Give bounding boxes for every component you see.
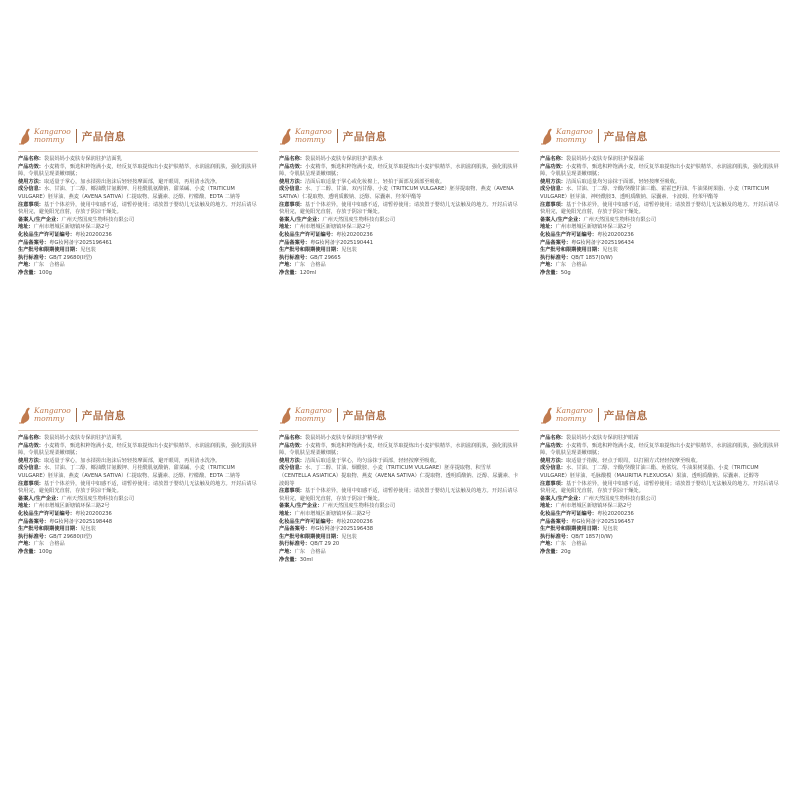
kangaroo-logo-icon xyxy=(540,406,554,424)
field-name xyxy=(18,435,258,443)
field-ingredients-label: 成分信息： xyxy=(18,465,44,472)
field-effect-value: 小麦精萃，甄选积粹饱满小麦，经反复萃取提炼出小麦护肤精萃，水润滋润肌肤，强化肌肤屏障，令肌肤呈现柔嫩细腻； xyxy=(18,163,257,178)
field-caution xyxy=(18,481,258,496)
card-header xyxy=(18,123,258,149)
field-effect-label: 产品功效： xyxy=(18,163,44,170)
field-address xyxy=(279,511,519,519)
field-net-label: 净含量： xyxy=(279,269,300,276)
brand-line-1: Kangaroo xyxy=(556,406,593,415)
field-ingredients xyxy=(540,186,780,201)
field-standard-value: QB/T 1857(0/W) xyxy=(571,254,613,261)
field-standard-label: 执行标准号： xyxy=(540,254,572,261)
field-usage-value: 取适量于掌心，加水揉搓出泡沫后轻轻按摩面部，避开眼周，再用清水洗净。 xyxy=(43,178,221,185)
field-address-value: 广州市增城区新塘镇环保三路2号 xyxy=(294,224,371,231)
field-caution xyxy=(279,202,519,217)
field-caution-value: 基于个体差异，使用中如感不适，请暂停使用；请放置于婴幼儿无法触及的地方。开封后请尽快用完，避免阳光直射，存放于阴凉干燥处。 xyxy=(279,201,518,216)
field-net xyxy=(279,557,519,565)
field-standard-value: GB/T 29665 xyxy=(310,254,341,261)
field-net-label: 净含量： xyxy=(540,548,561,555)
field-name-value: 袋鼠妈妈小麦肤专保润驻护柔肤水 xyxy=(304,156,383,162)
field-batch-label: 生产批号和限期使用日期： xyxy=(279,247,342,254)
field-name-label: 产品名称： xyxy=(279,156,305,162)
field-usage-label: 使用方法： xyxy=(540,178,566,185)
field-filing-value: 粤G妆网备字2025198448 xyxy=(49,518,113,525)
field-address-label: 地址： xyxy=(279,510,295,517)
field-origin-value: 广东 合格品 xyxy=(555,541,587,548)
field-batch-value: 见包装 xyxy=(80,526,96,533)
field-filing-value: 粤G妆网备字2025196434 xyxy=(571,239,635,246)
brand-line-2: mommy xyxy=(295,414,326,423)
field-net-value: 120ml xyxy=(299,269,317,276)
field-ingredients-value: 水、丁二醇、甘油、烟酰胺、小麦（TRITICUM VULGARE）胚芽提取物、积雪草（CENTELLA ASIATICA）提取物、燕麦（AVENA SATIVA）仁提取物、透明质酸钠、泛醇、尿囊素、卡波姆等 xyxy=(279,465,519,487)
card-header xyxy=(18,402,258,428)
field-batch-label: 生产批号和限期使用日期： xyxy=(18,526,81,533)
field-origin-value: 广东 合格品 xyxy=(294,262,326,269)
field-net-value: 30ml xyxy=(299,556,313,563)
field-net xyxy=(18,549,258,557)
field-filing-value: 粤G妆网备字2025196438 xyxy=(310,526,374,533)
field-origin-value: 广东 合格品 xyxy=(33,541,65,548)
field-effect-value: 小麦精萃，甄选积粹饱满小麦，经反复萃取提炼出小麦护肤精萃，水润滋润肌肤，强化肌肤屏障，令肌肤呈现柔嫩细腻； xyxy=(540,163,779,178)
field-name-label: 产品名称： xyxy=(279,435,305,441)
product-info-card xyxy=(540,123,780,428)
field-filing xyxy=(279,526,519,534)
field-license xyxy=(279,232,519,240)
field-net-value: 100g xyxy=(38,269,52,276)
field-caution-label: 注意事项： xyxy=(540,480,566,487)
field-name xyxy=(279,435,519,443)
card-header xyxy=(279,402,519,428)
field-license-value: 粤妆20200236 xyxy=(597,231,634,238)
field-filer xyxy=(279,503,519,511)
field-caution xyxy=(279,488,519,503)
header-rule xyxy=(18,430,258,431)
field-filing xyxy=(279,240,519,248)
field-name-value: 袋鼠妈妈小麦肤专保润驻护眼霜 xyxy=(565,435,639,441)
card-body xyxy=(18,156,258,278)
brand-logo-text xyxy=(295,128,332,144)
field-caution-value: 基于个体差异，使用中如感不适，请暂停使用；请放置于婴幼儿无法触及的地方。开封后请尽快用完，避免阳光直射，存放于阴凉干燥处。 xyxy=(540,201,779,216)
header-divider xyxy=(337,129,338,143)
field-origin-label: 产地： xyxy=(279,262,295,269)
field-filer-value: 广州天然国度生物科技有限公司 xyxy=(61,216,135,223)
field-standard xyxy=(279,541,519,549)
brand-logo-text xyxy=(34,407,71,423)
field-caution xyxy=(540,202,780,217)
field-origin-value: 广东 合格品 xyxy=(33,262,65,269)
field-usage-value: 取适量于掌心，加水揉搓出泡沫后轻轻按摩面部，避开眼周，再用清水洗净。 xyxy=(43,457,221,464)
field-batch-label: 生产批号和限期使用日期： xyxy=(540,247,603,254)
field-address-value: 广州市增城区新塘镇环保三路2号 xyxy=(294,510,371,517)
field-license xyxy=(279,519,519,527)
card-body xyxy=(18,435,258,557)
field-origin-label: 产地： xyxy=(18,262,34,269)
field-license-label: 化妆品生产许可证编号： xyxy=(18,510,76,517)
field-effect-label: 产品功效： xyxy=(18,442,44,449)
brand-line-1: Kangaroo xyxy=(295,406,332,415)
card-header xyxy=(279,123,519,149)
kangaroo-logo-icon xyxy=(18,127,32,145)
field-caution-label: 注意事项： xyxy=(18,480,44,487)
header-divider xyxy=(598,129,599,143)
field-usage-value: 取适量于指腹，轻点于眼周，以打圈方式轻轻按摩至吸收。 xyxy=(565,457,701,464)
field-address xyxy=(540,224,780,232)
brand-line-2: mommy xyxy=(556,135,587,144)
field-license-label: 化妆品生产许可证编号： xyxy=(18,231,76,238)
header-rule xyxy=(540,151,780,152)
field-filing xyxy=(540,240,780,248)
card-title: 产品信息 xyxy=(603,130,648,143)
field-ingredients-label: 成分信息： xyxy=(540,465,566,472)
brand-logo-text xyxy=(295,407,332,423)
field-name xyxy=(18,156,258,164)
field-origin-label: 产地： xyxy=(279,548,295,555)
field-standard-value: QB/T 1857(0/W) xyxy=(571,533,613,540)
field-license xyxy=(18,232,258,240)
field-license-label: 化妆品生产许可证编号： xyxy=(540,231,598,238)
field-effect xyxy=(18,443,258,458)
field-filer-value: 广州天然国度生物科技有限公司 xyxy=(322,503,396,510)
field-license xyxy=(540,232,780,240)
brand-line-1: Kangaroo xyxy=(295,127,332,136)
header-divider xyxy=(598,408,599,422)
field-address xyxy=(18,224,258,232)
field-license-label: 化妆品生产许可证编号： xyxy=(540,510,598,517)
field-address-label: 地址： xyxy=(18,503,34,510)
field-name-value: 袋鼠妈妈小麦肤专保润驻护洁面乳 xyxy=(43,435,122,441)
field-effect-label: 产品功效： xyxy=(279,442,305,449)
field-effect-value: 小麦精萃，甄选积粹饱满小麦，经反复萃取提炼出小麦护肤精萃，水润滋润肌肤，强化肌肤屏障，令肌肤呈现柔嫩细腻； xyxy=(279,163,518,178)
field-filing-label: 产品备案号： xyxy=(18,518,50,525)
field-license-label: 化妆品生产许可证编号： xyxy=(279,231,337,238)
brand-line-2: mommy xyxy=(556,414,587,423)
field-filer-label: 备案人/生产企业： xyxy=(540,216,584,223)
field-address-value: 广州市增城区新塘镇环保三路2号 xyxy=(33,224,110,231)
header-divider xyxy=(76,129,77,143)
field-standard-label: 执行标准号： xyxy=(279,254,311,261)
field-batch xyxy=(279,247,519,255)
field-name xyxy=(540,435,780,443)
field-usage-label: 使用方法： xyxy=(279,178,305,185)
field-license-value: 粤妆20200236 xyxy=(75,510,112,517)
field-name-label: 产品名称： xyxy=(18,435,44,441)
field-address-label: 地址： xyxy=(540,224,556,231)
field-net-label: 净含量： xyxy=(18,548,39,555)
field-origin xyxy=(18,262,258,270)
field-filer-label: 备案人/生产企业： xyxy=(18,216,62,223)
field-address-label: 地址： xyxy=(540,503,556,510)
field-filing xyxy=(540,519,780,527)
field-name xyxy=(540,156,780,164)
header-rule xyxy=(279,430,519,431)
field-filing-label: 产品备案号： xyxy=(540,239,572,246)
field-caution-value: 基于个体差异，使用中如感不适，请暂停使用；请放置于婴幼儿无法触及的地方。开封后请尽快用完，避免阳光直射，存放于阴凉干燥处。 xyxy=(18,201,257,216)
field-caution-label: 注意事项： xyxy=(279,488,305,495)
field-license xyxy=(540,511,780,519)
field-standard-value: GB/T 29680(II型) xyxy=(49,533,93,540)
product-info-card xyxy=(18,123,258,428)
field-net xyxy=(540,270,780,278)
field-effect-value: 小麦精萃，甄选积粹饱满小麦，经反复萃取提炼出小麦护肤精萃，水润滋润肌肤，强化肌肤屏障，令肌肤呈现柔嫩细腻； xyxy=(18,442,257,457)
card-header xyxy=(540,402,780,428)
field-filing-value: 粤G妆网备字2025196457 xyxy=(571,518,635,525)
card-title: 产品信息 xyxy=(81,130,126,143)
brand-line-2: mommy xyxy=(295,135,326,144)
field-origin-value: 广东 合格品 xyxy=(294,548,326,555)
product-info-card xyxy=(18,402,258,707)
product-info-card xyxy=(279,123,519,428)
field-batch xyxy=(540,526,780,534)
field-ingredients xyxy=(18,465,258,480)
field-origin xyxy=(279,549,519,557)
field-net xyxy=(540,549,780,557)
field-filer-value: 广州天然国度生物科技有限公司 xyxy=(583,495,657,502)
field-caution-value: 基于个体差异，使用中如感不适，请暂停使用；请放置于婴幼儿无法触及的地方。开封后请尽快用完，避免阳光直射，存放于阴凉干燥处。 xyxy=(279,488,518,502)
field-standard-label: 执行标准号： xyxy=(18,533,50,540)
field-effect-label: 产品功效： xyxy=(540,442,566,449)
brand-line-2: mommy xyxy=(34,414,65,423)
field-batch xyxy=(18,247,258,255)
field-effect-value: 小麦精萃，甄选积粹饱满小麦，经反复萃取提炼出小麦护肤精萃，水润滋润肌肤，强化肌肤屏障，令肌肤呈现柔嫩细腻； xyxy=(540,442,779,457)
brand-line-1: Kangaroo xyxy=(34,127,71,136)
field-ingredients-label: 成分信息： xyxy=(279,186,305,193)
field-effect xyxy=(540,164,780,179)
field-filer-label: 备案人/生产企业： xyxy=(540,495,584,502)
field-standard-label: 执行标准号： xyxy=(18,254,50,261)
field-filing xyxy=(18,519,258,527)
brand-line-1: Kangaroo xyxy=(34,406,71,415)
field-ingredients-value: 水、丁二醇、甘油、双丙甘醇、小麦（TRITICUM VULGARE）胚芽提取物、燕麦（AVENA SATIVA）仁提取物、透明质酸钠、泛醇、尿囊素、羟苯甲酯等 xyxy=(279,186,514,200)
field-origin-label: 产地： xyxy=(540,262,556,269)
field-address-value: 广州市增城区新塘镇环保三路2号 xyxy=(555,503,632,510)
field-ingredients-label: 成分信息： xyxy=(540,186,566,193)
card-body xyxy=(279,156,519,278)
field-standard-value: QB/T 29 20 xyxy=(310,541,340,548)
card-title: 产品信息 xyxy=(81,409,126,422)
field-usage-value: 洁面后取适量于掌心，均匀涂抹于面部，轻轻按摩至吸收。 xyxy=(304,457,440,464)
field-address xyxy=(279,224,519,232)
card-title: 产品信息 xyxy=(603,409,648,422)
brand-logo-text xyxy=(34,128,71,144)
field-filing-label: 产品备案号： xyxy=(279,239,311,246)
field-name xyxy=(279,156,519,164)
card-body xyxy=(279,435,519,564)
card-title: 产品信息 xyxy=(342,130,387,143)
field-batch-label: 生产批号和限期使用日期： xyxy=(540,526,603,533)
field-net-label: 净含量： xyxy=(540,269,561,276)
field-standard-label: 执行标准号： xyxy=(540,533,572,540)
field-origin xyxy=(540,541,780,549)
field-ingredients xyxy=(279,465,519,488)
field-batch xyxy=(540,247,780,255)
field-name-value: 袋鼠妈妈小麦肤专保润驻护洁面乳 xyxy=(43,156,122,162)
field-batch-value: 见包装 xyxy=(80,247,96,254)
field-ingredients-value: 水、甘油、丁二醇、辛酸/癸酸甘油三酯、霍霍巴籽油、牛油果树果脂、小麦（TRITICUM VULGARE）胚芽油、神经酰胺3、透明质酸钠、尿囊素、卡波姆、羟苯甲酯等 xyxy=(540,186,769,200)
field-batch-value: 见包装 xyxy=(341,247,357,254)
field-ingredients xyxy=(18,186,258,201)
field-address-label: 地址： xyxy=(279,224,295,231)
field-filing-value: 粤G妆网备字2025196461 xyxy=(49,239,113,246)
brand-logo-text xyxy=(556,128,593,144)
field-ingredients-label: 成分信息： xyxy=(18,186,44,193)
field-batch-value: 见包装 xyxy=(341,533,357,540)
card-body xyxy=(540,435,780,557)
field-batch-label: 生产批号和限期使用日期： xyxy=(18,247,81,254)
field-filing-label: 产品备案号： xyxy=(279,526,311,533)
field-net-value: 50g xyxy=(560,269,571,276)
field-origin-label: 产地： xyxy=(540,541,556,548)
field-filer-label: 备案人/生产企业： xyxy=(279,216,323,223)
field-name-value: 袋鼠妈妈小麦肤专保润驻护精华液 xyxy=(304,435,383,441)
kangaroo-logo-icon xyxy=(18,406,32,424)
field-effect xyxy=(540,443,780,458)
field-effect-value: 小麦精萃，甄选积粹饱满小麦，经反复萃取提炼出小麦护肤精萃，水润滋润肌肤，强化肌肤屏障，令肌肤呈现柔嫩细腻； xyxy=(279,442,518,457)
field-address-value: 广州市增城区新塘镇环保三路2号 xyxy=(33,503,110,510)
field-net-value: 20g xyxy=(560,548,571,555)
field-filing-value: 粤G妆网备字2025190441 xyxy=(310,239,374,246)
field-filing xyxy=(18,240,258,248)
brand-logo-text xyxy=(556,407,593,423)
field-usage-label: 使用方法： xyxy=(18,457,44,464)
field-ingredients xyxy=(540,465,780,480)
field-ingredients-value: 水、甘油、丁二醇、辛酸/癸酸甘油三酯、角鲨烷、牛油果树果脂、小麦（TRITICUM VULGARE）胚芽油、毛脉酸模（MAURITIA FLEXUOSA）果油、透明质酸钠、尿囊素、泛醇等 xyxy=(540,465,760,479)
field-name-label: 产品名称： xyxy=(18,156,44,162)
field-filing-label: 产品备案号： xyxy=(540,518,572,525)
field-batch-value: 见包装 xyxy=(602,526,618,533)
field-batch xyxy=(18,526,258,534)
field-caution xyxy=(540,481,780,496)
header-divider xyxy=(76,408,77,422)
kangaroo-logo-icon xyxy=(279,127,293,145)
field-caution-value: 基于个体差异，使用中如感不适，请暂停使用；请放置于婴幼儿无法触及的地方。开封后请尽快用完，避免阳光直射，存放于阴凉干燥处。 xyxy=(18,480,257,495)
field-batch-label: 生产批号和限期使用日期： xyxy=(279,533,342,540)
field-filer-value: 广州天然国度生物科技有限公司 xyxy=(61,495,135,502)
field-ingredients-value: 水、甘油、丁二醇、椰油酰甘氨酸钾、月桂酰肌氨酸钠、甜菜碱、小麦（TRITICUM VULGARE）胚芽油、燕麦（AVENA SATIVA）仁提取物、尿囊素、泛醇、柠檬酸、EDTA 二钠等 xyxy=(18,186,241,200)
brand-line-1: Kangaroo xyxy=(556,127,593,136)
field-standard-value: GB/T 29680(II型) xyxy=(49,254,93,261)
field-license-value: 粤妆20200236 xyxy=(336,231,373,238)
card-header xyxy=(540,123,780,149)
field-name-value: 袋鼠妈妈小麦肤专保润驻护保湿霜 xyxy=(565,156,644,162)
product-info-card xyxy=(540,402,780,707)
field-net xyxy=(279,270,519,278)
field-name-label: 产品名称： xyxy=(540,435,566,441)
product-info-card xyxy=(279,402,519,707)
field-license xyxy=(18,511,258,519)
field-name-label: 产品名称： xyxy=(540,156,566,162)
brand-line-2: mommy xyxy=(34,135,65,144)
field-ingredients-value: 水、甘油、丁二醇、椰油酰甘氨酸钾、月桂酰肌氨酸钠、甜菜碱、小麦（TRITICUM VULGARE）胚芽油、燕麦（AVENA SATIVA）仁提取物、尿囊素、泛醇、柠檬酸、EDTA 二钠等 xyxy=(18,465,241,479)
field-caution-label: 注意事项： xyxy=(540,201,566,208)
field-net-label: 净含量： xyxy=(279,556,300,563)
header-rule xyxy=(18,151,258,152)
field-origin xyxy=(18,541,258,549)
field-usage-label: 使用方法： xyxy=(18,178,44,185)
field-address xyxy=(18,503,258,511)
field-license-value: 粤妆20200236 xyxy=(75,231,112,238)
field-filer-value: 广州天然国度生物科技有限公司 xyxy=(322,216,396,223)
field-filer-label: 备案人/生产企业： xyxy=(18,495,62,502)
field-address-label: 地址： xyxy=(18,224,34,231)
field-filer-label: 备案人/生产企业： xyxy=(279,503,323,510)
field-caution-label: 注意事项： xyxy=(279,201,305,208)
kangaroo-logo-icon xyxy=(279,406,293,424)
field-net-value: 100g xyxy=(38,548,52,555)
field-origin xyxy=(540,262,780,270)
field-net xyxy=(18,270,258,278)
field-effect-label: 产品功效： xyxy=(540,163,566,170)
field-effect xyxy=(279,443,519,458)
field-batch-value: 见包装 xyxy=(602,247,618,254)
field-usage-label: 使用方法： xyxy=(279,457,305,464)
field-filing-label: 产品备案号： xyxy=(18,239,50,246)
kangaroo-logo-icon xyxy=(540,127,554,145)
header-rule xyxy=(540,430,780,431)
field-origin-label: 产地： xyxy=(18,541,34,548)
field-license-value: 粤妆20200236 xyxy=(336,518,373,525)
field-usage-label: 使用方法： xyxy=(540,457,566,464)
field-address xyxy=(540,503,780,511)
field-caution-value: 基于个体差异，使用中如感不适，请暂停使用；请放置于婴幼儿无法触及的地方。开封后请尽快用完，避免阳光直射，存放于阴凉干燥处。 xyxy=(540,480,779,495)
card-body xyxy=(540,156,780,278)
header-rule xyxy=(279,151,519,152)
card-title: 产品信息 xyxy=(342,409,387,422)
field-usage-value: 洁面后取适量于掌心或化妆棉上，轻拍于面部及颈部至吸收。 xyxy=(304,178,446,185)
field-filer-value: 广州天然国度生物科技有限公司 xyxy=(583,216,657,223)
field-usage-value: 洁面后取适量均匀涂抹于面部，轻轻按摩至吸收。 xyxy=(565,178,681,185)
field-effect xyxy=(18,164,258,179)
field-effect-label: 产品功效： xyxy=(279,163,305,170)
field-address-value: 广州市增城区新塘镇环保三路2号 xyxy=(555,224,632,231)
field-origin-value: 广东 合格品 xyxy=(555,262,587,269)
field-caution-label: 注意事项： xyxy=(18,201,44,208)
field-license-value: 粤妆20200236 xyxy=(597,510,634,517)
field-license-label: 化妆品生产许可证编号： xyxy=(279,518,337,525)
field-net-label: 净含量： xyxy=(18,269,39,276)
field-ingredients xyxy=(279,186,519,201)
field-caution xyxy=(18,202,258,217)
field-ingredients-label: 成分信息： xyxy=(279,465,305,472)
field-effect xyxy=(279,164,519,179)
field-standard-label: 执行标准号： xyxy=(279,541,311,548)
field-origin xyxy=(279,262,519,270)
header-divider xyxy=(337,408,338,422)
